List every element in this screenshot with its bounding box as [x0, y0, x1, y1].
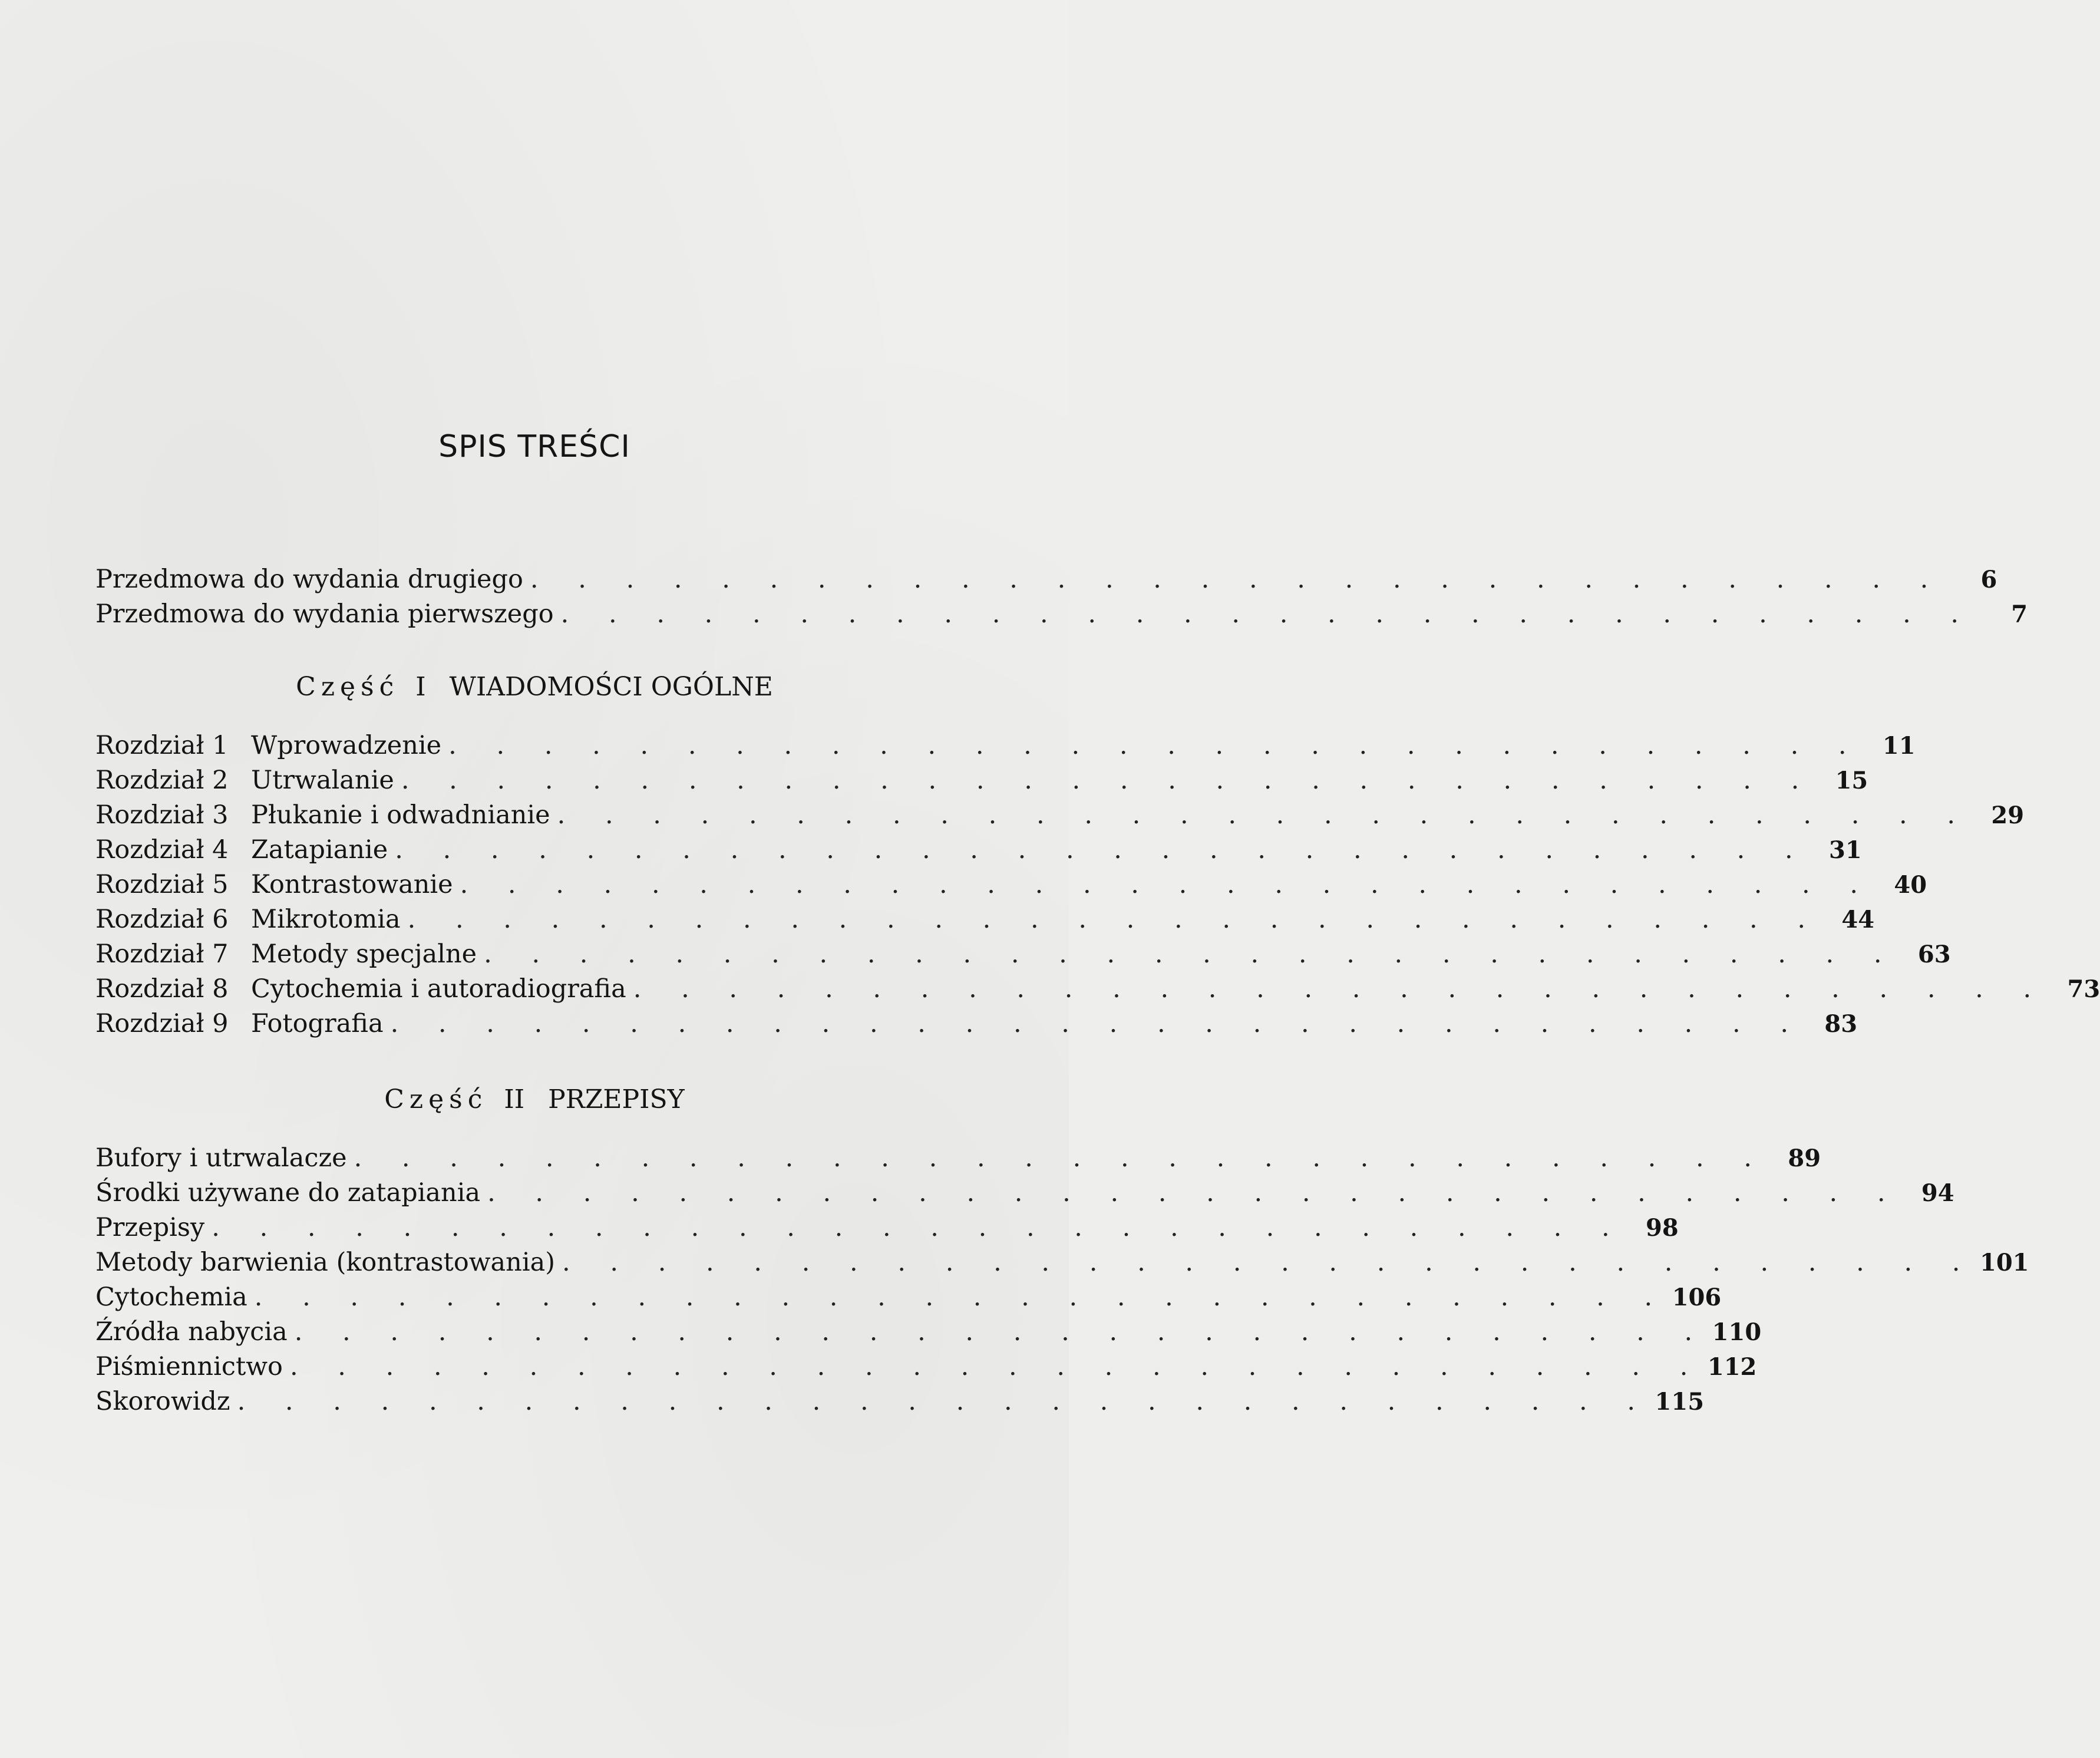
- leader-dots: . . . . . . . . . . . . . . . . . . . . . . . . . . . . . .: [294, 1317, 1709, 1347]
- toc-entry-page: 83: [1824, 1010, 1858, 1038]
- part-word: Część: [296, 672, 399, 702]
- leader-dots: . . . . . . . . . . . . . . . . . . . . . . . . . . . . . .: [354, 1143, 1768, 1173]
- chapter-number: Rozdział 5: [95, 870, 229, 899]
- toc-entry-page: 6: [1980, 566, 1997, 593]
- leader-dots: . . . . . . . . . . . . . . . . . . . . . . . . . . . . . .: [484, 939, 1898, 969]
- toc-entry-page: 40: [1894, 871, 1927, 899]
- leader-dots: . . . . . . . . . . . . . . . . . . . . . . . . . . . . . .: [557, 800, 1972, 830]
- toc-entry-chapter: [95, 731, 1916, 766]
- toc-entry-chapter: [95, 800, 2025, 836]
- chapter-number: Rozdział 8: [95, 974, 229, 1004]
- chapter-number: Rozdział 1: [95, 731, 229, 760]
- toc-entry-label: Kontrastowanie: [251, 870, 453, 899]
- part-word: Część: [384, 1084, 488, 1114]
- toc-entry-page: 94: [1921, 1179, 1954, 1207]
- toc-entry-page: 29: [1991, 802, 2025, 829]
- toc-entry-preface-1: [95, 599, 2028, 635]
- toc-entry-label: Fotografia: [251, 1009, 384, 1038]
- toc-entry-label: Zatapianie: [251, 835, 388, 865]
- leader-dots: . . . . . . . . . . . . . . . . . . . . . . . . . . . . . .: [562, 1248, 1976, 1277]
- toc-entry-page: 110: [1712, 1318, 1762, 1346]
- leader-dots: . . . . . . . . . . . . . . . . . . . . . . . . . . . . . .: [487, 1178, 1901, 1208]
- toc-entry-label: Źródła nabycia: [95, 1317, 288, 1347]
- toc-entry-label: Przedmowa do wydania pierwszego: [95, 599, 554, 629]
- chapter-number: Rozdział 7: [95, 939, 229, 969]
- toc-entry-label: Wprowadzenie: [251, 731, 442, 760]
- toc-entry-page: 98: [1646, 1214, 1679, 1242]
- leader-dots: . . . . . . . . . . . . . . . . . . . . . . . . . . . . . .: [289, 1352, 1704, 1381]
- toc-entry: [95, 1352, 1757, 1387]
- leader-dots: . . . . . . . . . . . . . . . . . . . . . . . . . . . . . .: [212, 1213, 1626, 1242]
- toc-entry-page: 11: [1882, 732, 1916, 760]
- leader-dots: . . . . . . . . . . . . . . . . . . . . . . . . . . . . . .: [633, 974, 2048, 1004]
- leader-dots: . . . . . . . . . . . . . . . . . . . . . . . . . . . . . .: [401, 766, 1815, 795]
- chapter-number: Rozdział 2: [95, 766, 229, 795]
- toc-entry-label: Przedmowa do wydania drugiego: [95, 565, 523, 594]
- part-number: II: [504, 1084, 525, 1114]
- toc-entry-page: 101: [1979, 1249, 2029, 1277]
- toc-entry-page: 115: [1655, 1388, 1705, 1416]
- leader-dots: . . . . . . . . . . . . . . . . . . . . . . . . . . . . . .: [390, 1009, 1805, 1038]
- toc-entry-chapter: [95, 1009, 1858, 1044]
- leader-dots: . . . . . . . . . . . . . . . . . . . . . . . . . . . . . .: [530, 565, 1944, 594]
- toc-entry-label: Cytochemia: [95, 1282, 247, 1312]
- leader-dots: . . . . . . . . . . . . . . . . . . . . . . . . . . . . . .: [448, 731, 1863, 760]
- part-title: PRZEPISY: [548, 1084, 685, 1114]
- toc-entry-label: Skorowidz: [95, 1387, 230, 1416]
- toc-entry: [95, 1317, 1762, 1353]
- chapter-number: Rozdział 6: [95, 905, 229, 934]
- toc-entry-label: Metody barwienia (kontrastowania): [95, 1248, 556, 1277]
- toc-entry-label: Mikrotomia: [251, 905, 401, 934]
- chapter-number: Rozdział 4: [95, 835, 229, 865]
- toc-entry-chapter: [95, 905, 1875, 940]
- toc-entry-label: Cytochemia i autoradiografia: [251, 974, 626, 1004]
- toc-entry: [95, 1143, 1821, 1179]
- toc-entry-page: 7: [2011, 601, 2028, 628]
- toc-entry-page: 15: [1835, 767, 1868, 794]
- part-number: I: [415, 672, 426, 702]
- toc-entry-page: 106: [1672, 1284, 1722, 1311]
- toc-entry-chapter: [95, 835, 1862, 870]
- leader-dots: . . . . . . . . . . . . . . . . . . . . . . . . . . . . . .: [237, 1387, 1652, 1416]
- toc-entry-chapter: [95, 870, 1927, 905]
- chapter-number: Rozdział 3: [95, 800, 229, 830]
- toc-entry: [95, 1282, 1722, 1318]
- toc-entry-chapter: [95, 974, 2100, 1010]
- toc-entry: [95, 1213, 1679, 1248]
- toc-entry-page: 31: [1829, 836, 1862, 864]
- toc-entry-page: 63: [1917, 941, 1951, 968]
- toc-entry: [95, 1248, 2029, 1283]
- toc-entry-label: Przepisy: [95, 1213, 205, 1242]
- leader-dots: . . . . . . . . . . . . . . . . . . . . . . . . . . . . . .: [460, 870, 1874, 899]
- toc-entry-page: 112: [1707, 1353, 1757, 1381]
- leader-dots: . . . . . . . . . . . . . . . . . . . . . . . . . . . . . .: [560, 599, 1975, 629]
- chapter-number: Rozdział 9: [95, 1009, 229, 1038]
- toc-entry-preface-2: [95, 565, 1997, 600]
- toc-entry-label: Środki używane do zatapiania: [95, 1178, 481, 1208]
- leader-dots: . . . . . . . . . . . . . . . . . . . . . . . . . . . . . .: [395, 835, 1809, 865]
- leader-dots: . . . . . . . . . . . . . . . . . . . . . . . . . . . . . .: [254, 1282, 1669, 1312]
- toc-entry-label: Bufory i utrwalacze: [95, 1143, 347, 1173]
- toc-entry-page: 89: [1788, 1144, 1821, 1172]
- toc-entry: [95, 1178, 1954, 1213]
- toc-entry-page: 73: [2067, 975, 2100, 1003]
- toc-entry: [95, 1387, 1705, 1422]
- leader-dots: . . . . . . . . . . . . . . . . . . . . . . . . . . . . . .: [407, 905, 1822, 934]
- toc-entry-chapter: [95, 766, 1868, 801]
- toc-entry-chapter: [95, 939, 1951, 975]
- part-title: WIADOMOŚCI OGÓLNE: [449, 672, 773, 702]
- toc-entry-label: Metody specjalne: [251, 939, 477, 969]
- toc-entry-page: 44: [1841, 906, 1875, 934]
- part-2-heading: [0, 1084, 1069, 1114]
- toc-entry-label: Utrwalanie: [251, 766, 394, 795]
- part-1-heading: [0, 672, 1069, 702]
- toc-entry-label: Piśmiennictwo: [95, 1352, 283, 1381]
- toc-entry-label: Płukanie i odwadnianie: [251, 800, 550, 830]
- page-title: SPIS TREŚCI: [438, 429, 630, 464]
